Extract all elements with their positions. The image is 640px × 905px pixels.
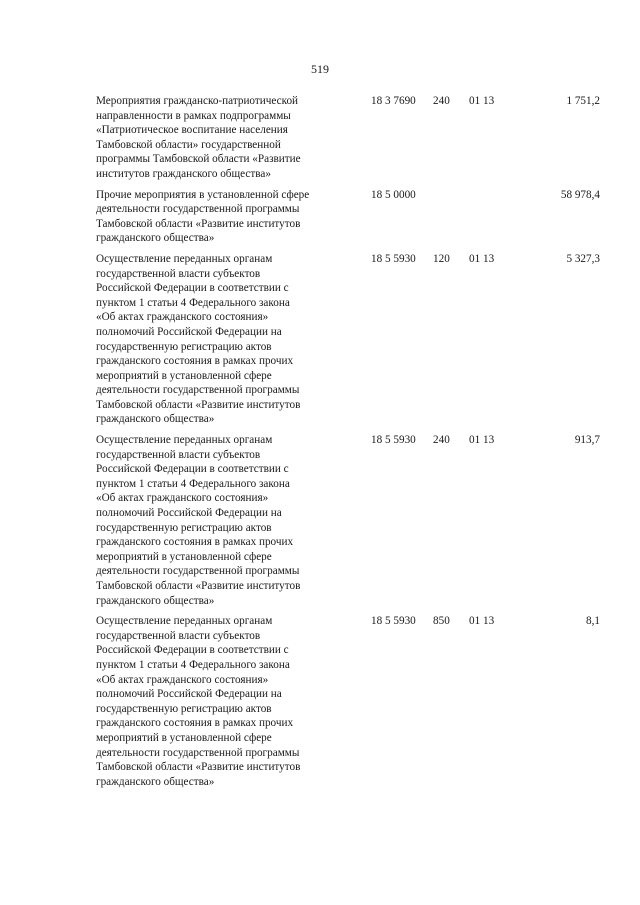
table-row xyxy=(0,433,640,608)
row-target-code: 18 5 5930 xyxy=(371,252,416,265)
row-amount: 58 978,4 xyxy=(560,188,600,201)
row-section: 01 13 xyxy=(469,252,495,265)
row-amount: 1 751,2 xyxy=(566,95,600,107)
row-description: Прочие мероприятия в установленной сфере деятельности государственной программы Тамбовской области «Развитие институтов гражданского общества» xyxy=(96,188,310,245)
row-expense-type: 240 xyxy=(433,434,450,447)
row-amount: 8,1 xyxy=(586,615,600,628)
row-target-code: 18 5 5930 xyxy=(371,434,416,447)
row-section: 01 13 xyxy=(469,95,495,107)
row-description: Осуществление переданных органам государственной власти субъектов Российской Федерации в соответствии с пунктом 1 статьи 4 Федерального закона «Об актах гражданского состояния» полномочий Российской Федерации на государственную регистрацию актов гражданского состояния в рамках прочих мероприятий в установленной сфере деятельности государственной программы Тамбовской области «Развитие институтов гражданского общества» xyxy=(96,615,301,788)
row-target-code: 18 5 5930 xyxy=(371,615,416,628)
table-row xyxy=(0,188,640,246)
row-amount: 913,7 xyxy=(574,434,600,447)
row-expense-type: 120 xyxy=(433,252,450,265)
row-description: Осуществление переданных органам государственной власти субъектов Российской Федерации в соответствии с пунктом 1 статьи 4 Федерального закона «Об актах гражданского состояния» полномочий Российской Федерации на государственную регистрацию актов гражданского состояния в рамках прочих мероприятий в установленной сфере деятельности государственной программы Тамбовской области «Развитие институтов гражданского общества» xyxy=(96,434,301,607)
budget-table xyxy=(0,94,640,795)
row-expense-type: 850 xyxy=(433,615,450,628)
row-target-code: 18 5 0000 xyxy=(371,188,416,201)
row-description: Осуществление переданных органам государственной власти субъектов Российской Федерации в соответствии с пунктом 1 статьи 4 Федерального закона «Об актах гражданского состояния» полномочий Российской Федерации на государственную регистрацию актов гражданского состояния в рамках прочих мероприятий в установленной сфере деятельности государственной программы Тамбовской области «Развитие институтов гражданского общества» xyxy=(96,252,301,426)
row-section: 01 13 xyxy=(469,615,495,628)
table-row xyxy=(0,94,640,182)
table-row xyxy=(0,252,640,427)
row-expense-type: 240 xyxy=(433,95,450,107)
row-amount: 5 327,3 xyxy=(566,252,600,265)
page-number: 519 xyxy=(311,62,329,76)
row-target-code: 18 3 7690 xyxy=(371,95,416,107)
row-description: Мероприятия гражданско-патриотической направленности в рамках подпрограммы «Патриотическое воспитание населения Тамбовской области» государственной программы Тамбовской области «Развитие институтов гражданского общества» xyxy=(96,95,301,180)
row-section: 01 13 xyxy=(469,434,495,447)
table-row xyxy=(0,614,640,789)
